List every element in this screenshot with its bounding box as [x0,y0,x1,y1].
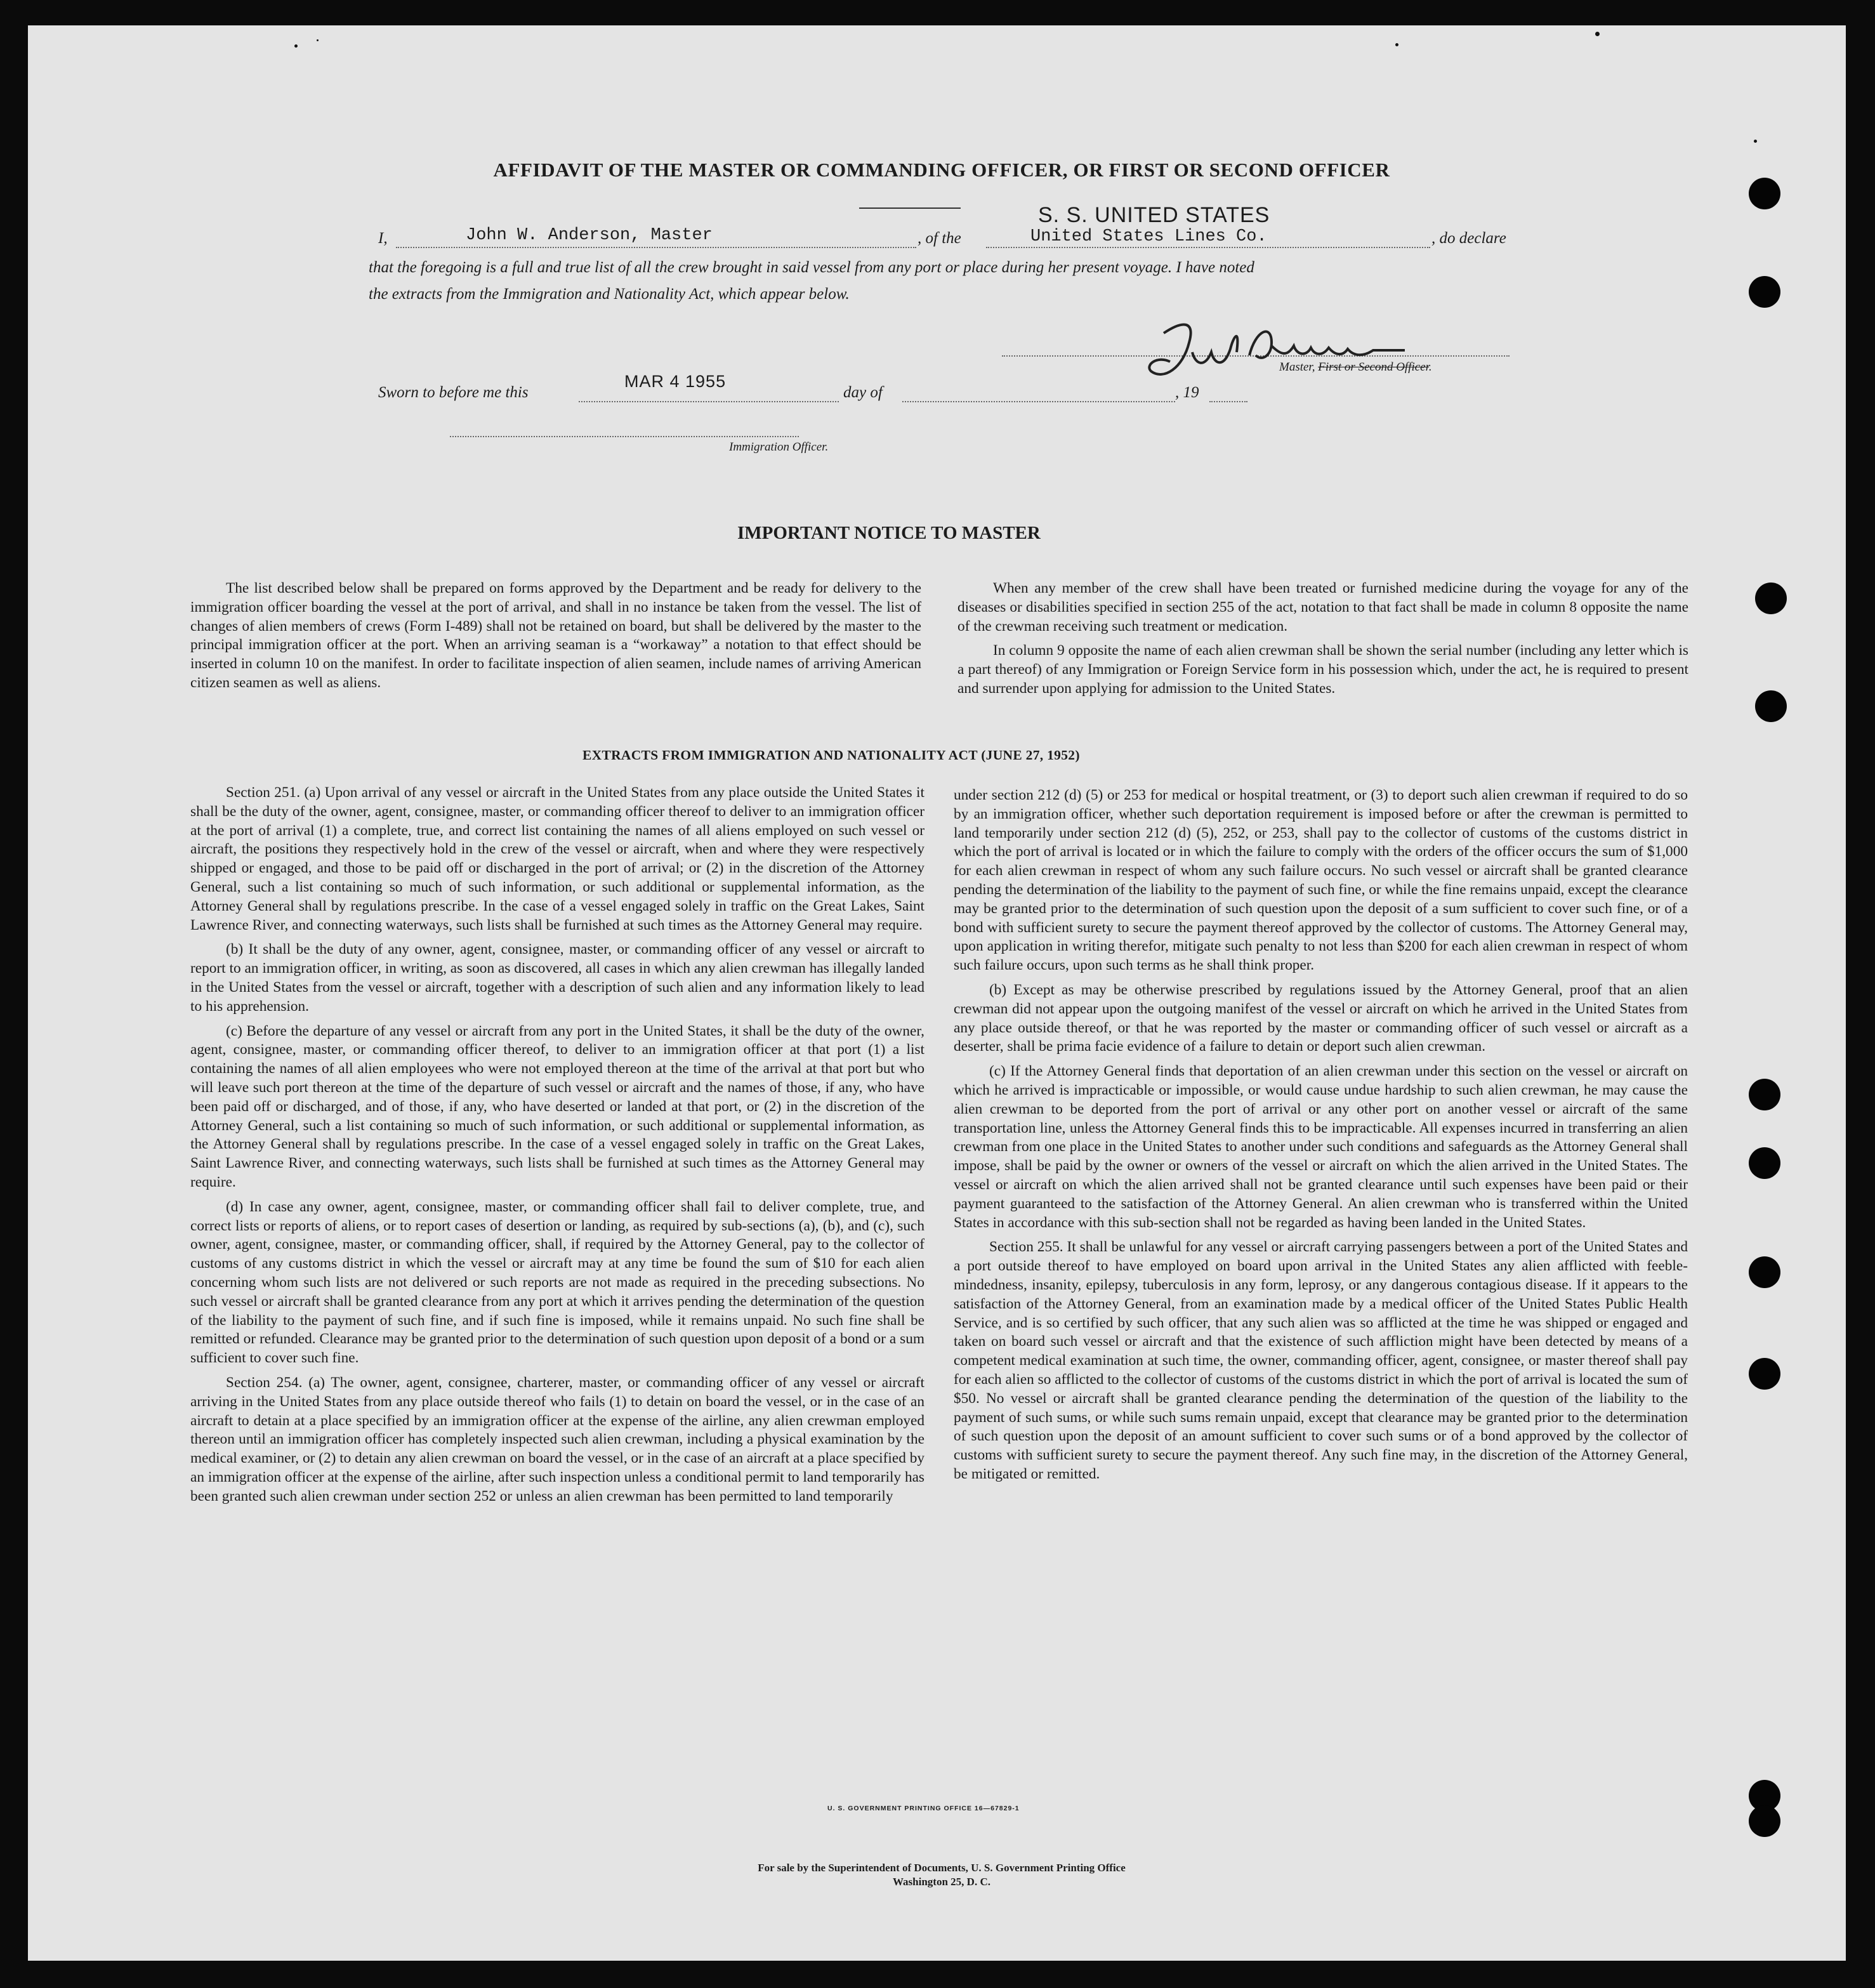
binder-hole [1749,1079,1780,1110]
binder-hole [1749,276,1780,308]
document-page [28,25,1846,1961]
caption-master: Master, [1279,360,1315,374]
i-label: I, [378,230,388,247]
day-of-label: day of [843,384,883,401]
scan-speck [294,44,298,48]
extracts-right-column [954,786,1688,1490]
section-254a: Section 254. (a) The owner, agent, consignee, charterer, master, or commanding officer of any vessel or aircraft arriving in the United States from any place outside thereof who fails (1) to detain on board the vessel, or in the case of an aircraft to detain at a place specified by an immigration officer at the expense of the airline, any alien crewman employed thereon until an immigration officer has completely inspected such alien crewman, including a physical examination by the medical examiner, or (2) to detain any alien crewman on board the vessel, or in the case of an aircraft at a place specified by an immigration officer at the expense of the airline, after such inspection unless a conditional permit to land temporarily has been granted such alien crewman under section 252 or unless an alien crewman has been permitted to land temporarily [190,1374,924,1504]
notice-left-paragraph: The list described below shall be prepared on forms approved by the Department and be ready for delivery to the immigration officer boarding the vessel at the port of arrival, and shall in no instance be taken from the vessel. The list of changes of alien members of crews (Form I-489) shall not be retained on board, but shall be delivered by the master to the principal immigration officer at the port. When an arriving seaman is a “workaway” a notation to that effect should be inserted in column 10 on the manifest. In order to facilitate inspection of alien seamen, include names of arriving American citizen seamen as well as aliens. [190,580,921,691]
notice-right-paragraph-2: In column 9 opposite the name of each alien crewman shall be shown the serial number (including any letter which is a part thereof) of any Immigration or Foreign Service form in his possession which, under the act, he is required to present and surrender upon applying for admission to the United States. [957,642,1688,697]
gpo-imprint: U. S. GOVERNMENT PRINTING OFFICE 16—67829-1 [827,1805,1020,1812]
section-255: Section 255. It shall be unlawful for any vessel or aircraft carrying passengers between a port of the United States and a port outside thereof to have employed on board upon arrival in the United States any alien afflicted with feeble-mindedness, insanity, epilepsy, tuberculosis in any form, leprosy, or any dangerous contagious disease. If it appears to the satisfaction of the Attorney General, from an examination made by a medical officer of the United States Public Health Service, and is so certified by such officer, that any such alien was so afflicted at the time he was shipped or engaged and taken on board such vessel or aircraft and that the existence of such affliction might have been detected by means of a competent medical examination at such time, the owner, commanding officer, agent, consignee, or master thereof shall pay for each alien so afflicted to the collector of customs of the customs district in which the port of arrival is located the sum of $50. No vessel or aircraft shall be granted clearance pending the determination of the question of the liability to the payment of such sums, or while such sums remain unpaid, except that clearance may be granted prior to the determination of such question upon the deposit of an amount sufficient to cover such sums or of a bond approved by the collector of customs with sufficient surety to secure the payment thereof. Any such fine may, in the discretion of the Attorney General, be mitigated or remitted. [954,1239,1688,1482]
statement-line-1: that the foregoing is a full and true list of all the crew brought in said vessel from any port or place during her present voyage. I have noted [369,259,1254,276]
caption-struck-officer: First or Second Officer [1318,360,1429,374]
immigration-officer-label: Immigration Officer. [729,440,829,454]
statement-line-2: the extracts from the Immigration and Nationality Act, which appear below. [369,286,850,303]
extracts-left-column [190,784,924,1511]
binder-hole [1749,1147,1780,1179]
sworn-date-stamp: MAR 4 1955 [624,372,727,391]
handwritten-signature-icon [1145,317,1411,387]
section-254b: (b) Except as may be otherwise prescribed by regulations issued by the Attorney General, proof that an alien crewman did not appear upon the outgoing manifest of the vessel or aircraft on which he arrived in the United States from any place outside thereof, or that he was reported by the master or commanding officer of such vessel or aircraft as a deserter, shall be prima facie evidence of a failure to detain or deport such alien crewman. [954,981,1688,1055]
of-the-label: , of the [918,230,961,247]
scan-speck [1754,140,1757,143]
title-rule [859,207,961,209]
year-line [1209,401,1247,402]
binder-hole [1749,178,1780,209]
extracts-heading: EXTRACTS FROM IMMIGRATION AND NATIONALITY ACT (JUNE 27, 1952) [582,747,1080,763]
notice-right-paragraph-1: When any member of the crew shall have been treated or furnished medicine during the voyage for any of the diseases or disabilities specified in section 255 of the act, notation to that fact shall be made in column 8 opposite the name of the crewman receiving such treatment or medication. [957,580,1688,635]
binder-hole [1755,583,1787,614]
binder-hole [1749,1256,1780,1288]
sale-line-1: For sale by the Superintendent of Documents, U. S. Government Printing Office [758,1862,1126,1874]
section-251a: Section 251. (a) Upon arrival of any vessel or aircraft in the United States from any place outside the United States it shall be the duty of the owner, agent, consignee, master, or commanding officer thereof to deliver to an immigration officer at the port of arrival (1) a complete, true, and correct list containing the names of all aliens employed on such vessel or aircraft, the positions they respectively hold in the crew of the vessel or aircraft, when and where they were respectively shipped or engaged, and those to be paid off or discharged in the port of arrival; or (2) in the discretion of the Attorney General, such a list containing so much of such information, or such additional or supplemental information, as the Attorney General shall by regulations prescribe. In the case of a vessel engaged solely in traffic on the Great Lakes, Saint Lawrence River, and connecting waterways, such lists shall be furnished at such times as the Attorney General may require. [190,784,924,933]
affidavit-title: AFFIDAVIT OF THE MASTER OR COMMANDING OFFICER, OR FIRST OR SECOND OFFICER [493,159,1390,181]
section-254c: (c) If the Attorney General finds that deportation of an alien crewman under this section on the vessel or aircraft on which he arrived is impracticable or impossible, or would cause undue hardship to such alien crewman, he may cause the alien crewman to be deported from the port of arrival or any other port on another vessel or aircraft of the same transportation line, unless the Attorney General finds this to be impracticable. All expenses incurred in transferring an alien crewman from one place in the United States to another under such conditions and safeguards as the Attorney General shall impose, shall be paid by the owner or owners of the vessel or aircraft on which the alien arrived in the United States. The vessel or aircraft on which the alien arrived shall not be granted clearance until such expenses have been paid or their payment guaranteed to the satisfaction of the Attorney General. An alien crewman who is transferred within the United States in accordance with this sub-section shall not be regarded as having been landed in the United States. [954,1063,1688,1231]
binder-hole [1755,690,1787,722]
section-251b: (b) It shall be the duty of any owner, agent, consignee, master, or commanding officer of any vessel or aircraft to report to an immigration officer, in writing, as soon as discovered, all cases in which any alien crewman has illegally landed in the United States from the vessel or aircraft, together with a description of such alien and any information likely to lead to his apprehension. [190,941,924,1015]
name-line [396,247,916,248]
ship-name-stamp: S. S. UNITED STATES [1038,203,1270,227]
notice-heading: IMPORTANT NOTICE TO MASTER [737,523,1041,543]
section-251c: (c) Before the departure of any vessel or aircraft from any port in the United States, it shall be the duty of the owner, agent, consignee, master, or commanding officer thereof, to deliver to an immigration officer at that port (1) a list containing the names of all alien employees who were not employed thereon at the time of the arrival at that port but who will leave such port thereon at the time of the departure of such vessel or aircraft and the names of those, if any, who have been paid off or discharged, and of those, if any, who have deserted or landed at that port, or (2) in the discretion of the Attorney General, such a list containing so much of such information, or such additional or supplemental information, as the Attorney General shall by regulations prescribe. In the case of a vessel engaged solely in traffic on the Great Lakes, Saint Lawrence River, and connecting waterways, such lists shall be furnished at such times as the Attorney General may require. [190,1022,924,1190]
ship-company-typed: United States Lines Co. [1030,227,1267,246]
section-254a-continued: under section 212 (d) (5) or 253 for medical or hospital treatment, or (3) to deport such alien crewman if required to do so by an immigration officer, whether such deportation requirement is imposed before or after the crewman is permitted to land temporarily under section 212 (d) (5), 252, or 253, shall pay to the collector of customs of the customs district in which the port of arrival is located or in which the failure to comply with the orders of the officer occurs the sum of $1,000 for each alien crewman in respect of whom any such failure occurs. No such vessel or aircraft shall be granted clearance pending the determination of the liability to the payment of such fine, or while the fine remains unpaid, except the clearance may be granted prior to the determination of such question upon the deposit of a sum sufficient to cover such fine, or of a bond with sufficient surety to secure the payment thereof approved by the collector of customs. The Attorney General may, upon application in writing therefor, mitigate such penalty to not less than $200 for each alien crewman in respect of whom such failure occurs, upon such terms as he shall think proper. [954,787,1688,974]
do-declare-label: , do declare [1431,230,1506,247]
notice-left-column [190,579,921,699]
vessel-line [986,247,1430,248]
officer-line [450,436,799,437]
binder-hole [1749,1805,1780,1837]
year-label: , 19 [1175,384,1199,401]
sworn-label: Sworn to before me this [378,384,529,401]
scan-speck [317,39,319,41]
notice-right-column [957,579,1688,704]
sale-line-2: Washington 25, D. C. [893,1876,990,1888]
signature-caption: Master, First or Second Officer. [1279,360,1432,374]
sworn-date-line [579,401,839,402]
master-name-field: John W. Anderson, Master [466,226,713,245]
sale-notice [599,1861,1284,1889]
scan-speck [1395,43,1398,46]
scan-speck [1595,32,1600,36]
month-line [902,401,1175,402]
binder-hole [1749,1358,1780,1390]
section-251d: (d) In case any owner, agent, consignee, master, or commanding officer shall fail to deliver complete, true, and correct lists or reports of aliens, or to report cases of desertion or landing, as required by sub-sections (a), (b), and (c), such owner, agent, consignee, master, or commanding officer, shall, if required by the Attorney General, pay to the collector of customs of any customs district in which the vessel or aircraft may at any time be found the sum of $10 for each alien concerning whom such lists are not delivered or such reports are not made as required in the preceding subsections. No such vessel or aircraft shall be granted clearance from any port at which it arrives pending the determination of the question of the liability to the payment of such fine, and if such fine is imposed, while it remains unpaid. No such fine shall be remitted or refunded. Clearance may be granted prior to the determination of such question upon deposit of a bond or a sum sufficient to cover such fine. [190,1198,924,1367]
